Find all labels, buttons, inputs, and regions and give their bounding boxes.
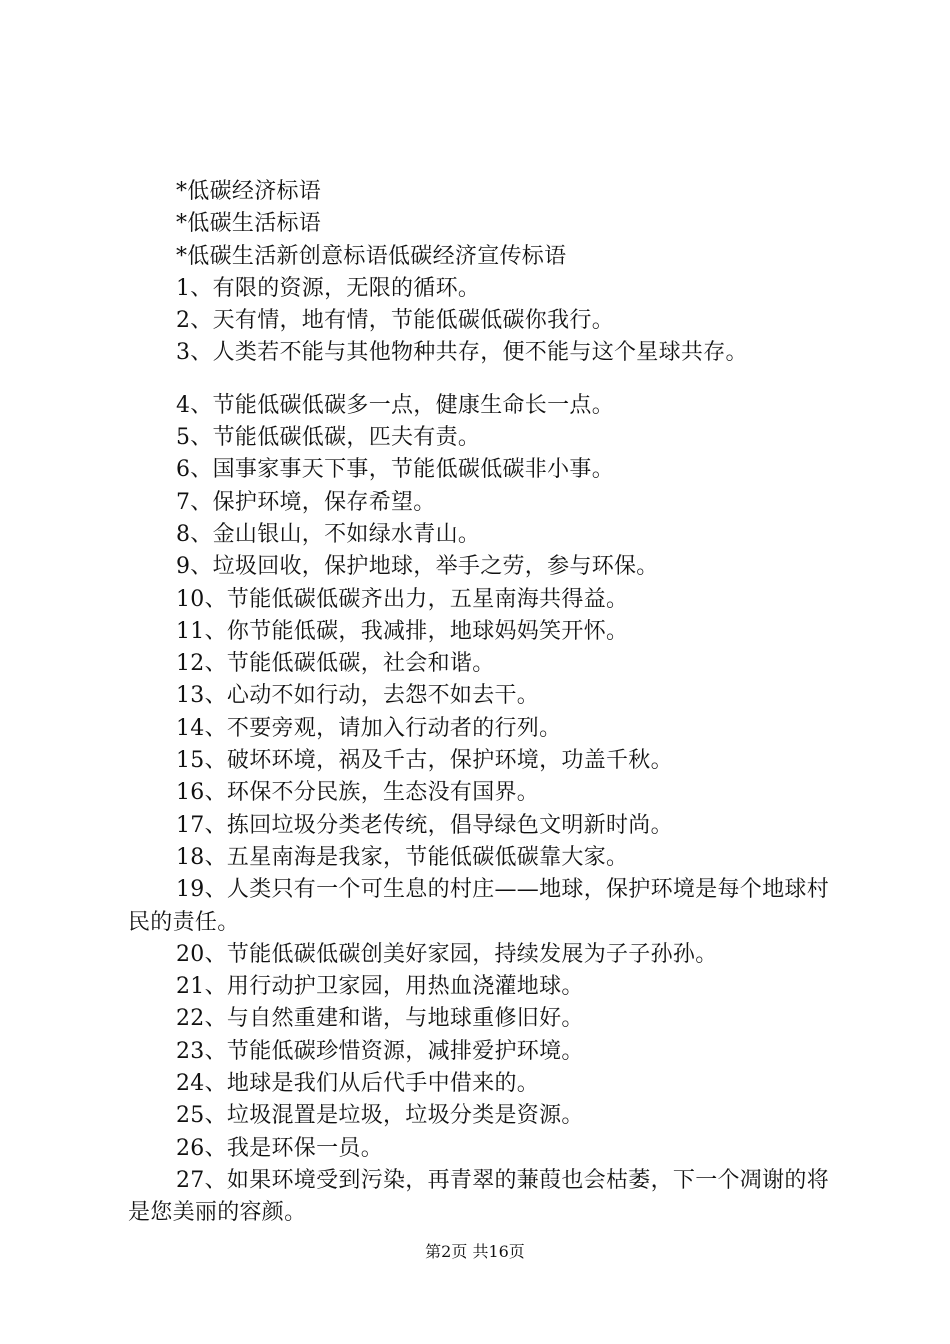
slogan-item: 11、你节能低碳，我减排，地球妈妈笑开怀。 (176, 618, 629, 644)
page-footer: 第2页 共16页 (425, 1242, 525, 1261)
slogan-item-wrapped: 19、人类只有一个可生息的村庄——地球，保护环境是每个地球村民的责任。 (128, 877, 829, 935)
slogan-item: 22、与自然重建和谐，与地球重修旧好。 (176, 1006, 584, 1032)
slogan-item: 4、节能低碳低碳多一点，健康生命长一点。 (176, 392, 614, 418)
slogan-item: 26、我是环保一员。 (176, 1135, 383, 1161)
heading-line: *低碳生活新创意标语低碳经济宣传标语 (176, 243, 567, 269)
slogan-item: 1、有限的资源，无限的循环。 (176, 275, 481, 301)
slogan-item: 24、地球是我们从后代手中借来的。 (176, 1071, 540, 1097)
slogan-item: 12、节能低碳低碳，社会和谐。 (176, 651, 495, 677)
heading-line: *低碳生活标语 (176, 211, 322, 237)
slogan-item: 8、金山银山，不如绿水青山。 (176, 521, 481, 547)
slogan-item: 16、环保不分民族，生态没有国界。 (176, 780, 540, 806)
slogan-item: 14、不要旁观，请加入行动者的行列。 (176, 715, 562, 741)
slogan-item: 7、保护环境，保存希望。 (176, 489, 436, 515)
slogan-item: 3、人类若不能与其他物种共存，便不能与这个星球共存。 (176, 340, 748, 366)
slogan-item: 17、拣回垃圾分类老传统，倡导绿色文明新时尚。 (176, 812, 673, 838)
slogan-item: 10、节能低碳低碳齐出力，五星南海共得益。 (176, 586, 629, 612)
slogan-item: 23、节能低碳珍惜资源，减排爱护环境。 (176, 1038, 584, 1064)
document-body (128, 176, 843, 1230)
slogan-item: 9、垃圾回收，保护地球，举手之劳，参与环保。 (176, 554, 659, 580)
heading-line: *低碳经济标语 (176, 179, 322, 204)
slogan-item: 18、五星南海是我家，节能低碳低碳靠大家。 (176, 844, 629, 870)
slogan-item: 21、用行动护卫家园，用热血浇灌地球。 (176, 974, 584, 1000)
slogan-item: 5、节能低碳低碳，匹夫有责。 (176, 425, 481, 451)
slogan-item: 15、破坏环境，祸及千古，保护环境，功盖千秋。 (176, 748, 673, 774)
slogan-item: 25、垃圾混置是垃圾，垃圾分类是资源。 (176, 1103, 584, 1129)
slogan-item: 20、节能低碳低碳创美好家园，持续发展为子子孙孙。 (176, 941, 718, 967)
slogan-item-wrapped: 27、如果环境受到污染，再青翠的蒹葭也会枯萎，下一个凋谢的将是您美丽的容颜。 (128, 1167, 829, 1226)
slogan-item: 2、天有情，地有情，节能低碳低碳你我行。 (176, 308, 614, 334)
slogan-item: 6、国事家事天下事，节能低碳低碳非小事。 (176, 457, 614, 483)
slogan-item: 13、心动不如行动，去怨不如去干。 (176, 683, 540, 709)
